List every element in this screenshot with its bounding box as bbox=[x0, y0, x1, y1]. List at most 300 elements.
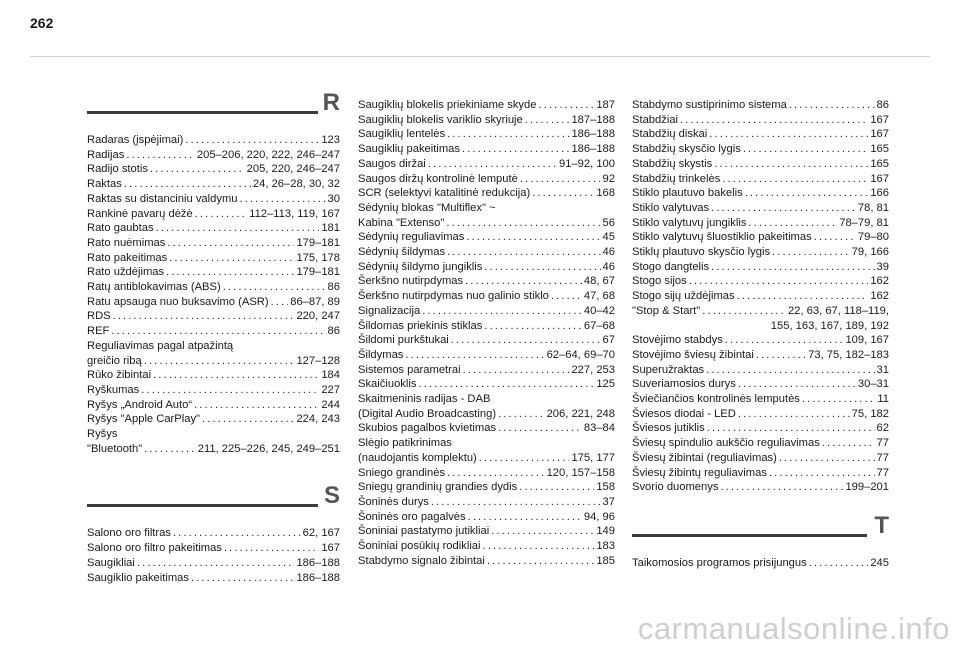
dot-leader bbox=[491, 524, 594, 539]
dot-leader bbox=[748, 216, 837, 231]
entry-term: Signalizacija bbox=[358, 304, 421, 317]
index-entry bbox=[632, 186, 889, 201]
entry-pages: 47, 68 bbox=[583, 290, 615, 303]
dot-leader bbox=[738, 377, 856, 392]
entry-pages: 67–68 bbox=[583, 319, 615, 332]
entry-term: Saugiklių pakeitimas bbox=[358, 143, 460, 156]
index-entry bbox=[632, 377, 889, 392]
entry-pages: 149 bbox=[596, 525, 615, 538]
index-entry bbox=[87, 309, 340, 324]
index-entry bbox=[87, 221, 340, 236]
dot-leader bbox=[428, 157, 557, 172]
index-entry bbox=[632, 172, 889, 187]
index-entry bbox=[358, 348, 615, 363]
entry-term: Rato nuėmimas bbox=[87, 236, 166, 249]
entry-pages: 37 bbox=[602, 495, 615, 508]
entry-pages: 186–188 bbox=[296, 571, 340, 584]
entry-pages: 158 bbox=[596, 481, 615, 494]
index-entry bbox=[358, 333, 615, 348]
entry-pages: 167 bbox=[870, 172, 889, 185]
entry-term: Šoninės oro pagalvės bbox=[358, 510, 466, 523]
entry-pages: 165 bbox=[870, 143, 889, 156]
index-entry bbox=[358, 230, 615, 245]
entry-term: (Digital Audio Broadcasting) bbox=[358, 407, 497, 420]
index-entry bbox=[358, 245, 615, 260]
dot-leader bbox=[743, 142, 869, 157]
entry-term: Šviesų žibintai (reguliavimas) bbox=[632, 451, 777, 464]
dot-leader bbox=[779, 451, 875, 466]
entry-pages: 205, 220, 246–247 bbox=[246, 163, 340, 176]
entry-term: Saugos diržai bbox=[358, 157, 426, 170]
dot-leader bbox=[137, 556, 295, 571]
entry-term: Saugos diržų kontrolinė lemputė bbox=[358, 172, 518, 185]
entry-pages: 73, 75, 182–183 bbox=[808, 348, 889, 361]
entry-term: Saugikliai bbox=[87, 556, 135, 569]
entry-term: Rato gaubtas bbox=[87, 222, 154, 235]
dot-leader bbox=[706, 363, 874, 378]
index-entry bbox=[87, 571, 340, 586]
dot-leader bbox=[451, 333, 601, 348]
index-entry bbox=[632, 436, 889, 451]
entry-pages: 109, 167 bbox=[845, 334, 889, 347]
index-entry-line: Sėdynių blokas "Multiflex" ~ bbox=[358, 201, 496, 214]
entry-term: Ratu apsauga nuo buksavimo (ASR) bbox=[87, 295, 269, 308]
entry-pages: 40–42 bbox=[583, 304, 615, 317]
entry-term: Svorio duomenys bbox=[632, 481, 719, 494]
index-entry bbox=[87, 162, 340, 177]
dot-leader bbox=[113, 309, 295, 324]
entry-pages: 227 bbox=[321, 383, 340, 396]
entry-term: Šviesos diodai - LED bbox=[632, 407, 736, 420]
entry-pages: 186–188 bbox=[571, 143, 615, 156]
entry-pages: 67 bbox=[602, 334, 615, 347]
entry-term: "Stop & Start" bbox=[632, 304, 701, 317]
index-entry bbox=[87, 442, 340, 457]
dot-leader bbox=[487, 554, 594, 569]
dot-leader bbox=[468, 510, 582, 525]
entry-pages: 94, 96 bbox=[583, 510, 615, 523]
entry-term: Superužraktas bbox=[632, 363, 705, 376]
entry-pages: 24, 26–28, 30, 32 bbox=[252, 178, 340, 191]
entry-term: Ryšys „Android Auto“ bbox=[87, 398, 193, 411]
dot-leader bbox=[737, 289, 869, 304]
dot-leader bbox=[239, 192, 325, 207]
entry-pages: 185 bbox=[596, 554, 615, 567]
index-entry bbox=[87, 236, 340, 251]
entry-term: Skubios pagalbos kvietimas bbox=[358, 422, 497, 435]
entry-pages: 75, 182 bbox=[851, 407, 889, 420]
entry-term: Stabdymo signalo žibintai bbox=[358, 554, 485, 567]
entry-pages: 165 bbox=[870, 157, 889, 170]
entry-term: Ryšys "Apple CarPlay" bbox=[87, 413, 201, 426]
dot-leader bbox=[144, 354, 295, 369]
entry-term: Šviesos jutiklis bbox=[632, 422, 705, 435]
index-entry bbox=[87, 398, 340, 413]
entry-pages: 162 bbox=[870, 275, 889, 288]
index-entry bbox=[87, 148, 340, 163]
index-entry bbox=[87, 324, 340, 339]
dot-leader bbox=[720, 480, 843, 495]
entry-pages: 77 bbox=[876, 466, 889, 479]
entry-term: Salono oro filtro pakeitimas bbox=[87, 542, 222, 555]
entry-pages: 22, 63, 67, 118–119, bbox=[788, 304, 889, 317]
entry-pages: 220, 247 bbox=[296, 310, 340, 323]
index-entry bbox=[358, 510, 615, 525]
dot-leader bbox=[418, 377, 594, 392]
index-entry bbox=[632, 480, 889, 495]
index-entry bbox=[358, 157, 615, 172]
dot-leader bbox=[711, 201, 856, 216]
index-list-t bbox=[632, 556, 889, 571]
index-entry bbox=[632, 466, 889, 481]
entry-term: Stovėjimo šviesų žibintai bbox=[632, 348, 754, 361]
index-column-1 bbox=[87, 89, 340, 585]
entry-term: Radijo stotis bbox=[87, 163, 148, 176]
dot-leader bbox=[167, 236, 294, 251]
section-header-s bbox=[87, 482, 340, 523]
dot-leader bbox=[709, 127, 868, 142]
dot-leader bbox=[484, 260, 600, 275]
index-entry bbox=[632, 451, 889, 466]
dot-leader bbox=[141, 383, 319, 398]
entry-term: Sėdynių reguliavimas bbox=[358, 231, 465, 244]
dot-leader bbox=[814, 230, 856, 245]
section-header-r bbox=[87, 89, 340, 130]
index-entry bbox=[358, 377, 615, 392]
entry-pages: 86 bbox=[876, 99, 889, 111]
entry-term: Šildymas bbox=[358, 348, 404, 361]
entry-term: Rato uždėjimas bbox=[87, 266, 165, 279]
dot-leader bbox=[689, 274, 869, 289]
entry-pages: 11 bbox=[877, 393, 889, 406]
index-entry bbox=[358, 524, 615, 539]
dot-leader bbox=[551, 289, 582, 304]
entry-term: Stiklo valytuvų jungiklis bbox=[632, 216, 747, 229]
entry-term: Šviesų spindulio aukščio reguliavimas bbox=[632, 437, 820, 450]
entry-pages: 166 bbox=[870, 187, 889, 200]
entry-pages: 120, 157–158 bbox=[546, 466, 615, 479]
index-entry bbox=[358, 127, 615, 142]
index-entry bbox=[358, 186, 615, 201]
dot-leader bbox=[156, 221, 320, 236]
index-entry bbox=[632, 392, 889, 407]
index-entry bbox=[358, 539, 615, 554]
entry-term: Ratų antiblokavimas (ABS) bbox=[87, 281, 221, 294]
index-entry bbox=[87, 192, 340, 207]
dot-leader bbox=[191, 571, 294, 586]
index-entry bbox=[632, 407, 889, 422]
entry-term: Šoniniai pastatymo jutikliai bbox=[358, 525, 490, 538]
entry-term: Stovėjimo stabdys bbox=[632, 334, 723, 347]
dot-leader bbox=[166, 265, 294, 280]
dot-leader bbox=[711, 260, 874, 275]
entry-term: Stabdžių trinkelės bbox=[632, 172, 721, 185]
index-entry bbox=[632, 142, 889, 157]
dot-leader bbox=[680, 113, 868, 128]
index-list-r bbox=[87, 133, 340, 339]
index-entry bbox=[358, 407, 615, 422]
dot-leader bbox=[789, 98, 875, 113]
entry-pages: 45 bbox=[602, 231, 615, 244]
entry-term: Stabdžiai bbox=[632, 113, 679, 126]
dot-leader bbox=[150, 162, 245, 177]
dot-leader bbox=[702, 304, 786, 319]
index-entry-line: Skaitmeninis radijas - DAB bbox=[358, 393, 491, 406]
entry-term: Skaičiuoklis bbox=[358, 378, 417, 391]
entry-pages: 62, 167 bbox=[302, 527, 340, 540]
index-entry bbox=[358, 480, 615, 495]
entry-term: Šviečiančios kontrolinės lemputės bbox=[632, 393, 800, 406]
entry-pages: 77 bbox=[876, 451, 889, 464]
entry-term: Ryškumas bbox=[87, 383, 140, 396]
entry-term: Saugiklių blokelis priekiniame skyde bbox=[358, 99, 537, 111]
entry-term: Raktas bbox=[87, 178, 122, 191]
index-entry bbox=[358, 142, 615, 157]
entry-pages: 206, 221, 248 bbox=[546, 407, 615, 420]
index-list-col2b bbox=[358, 230, 615, 392]
index-entry bbox=[87, 412, 340, 427]
entry-pages: 91–92, 100 bbox=[559, 157, 615, 170]
index-entry bbox=[358, 495, 615, 510]
dot-leader bbox=[185, 133, 319, 148]
dot-leader bbox=[772, 245, 850, 260]
entry-pages: 86 bbox=[327, 281, 340, 294]
page-number: 262 bbox=[30, 15, 54, 31]
entry-pages: 30–31 bbox=[857, 378, 889, 391]
index-list-r2 bbox=[87, 368, 340, 427]
dot-leader bbox=[483, 539, 595, 554]
entry-pages: 179–181 bbox=[296, 236, 340, 249]
entry-term: REF bbox=[87, 325, 110, 338]
entry-pages: 83–84 bbox=[583, 422, 615, 435]
entry-pages: 227, 253 bbox=[571, 363, 615, 376]
dot-leader bbox=[498, 421, 582, 436]
entry-pages: 168 bbox=[596, 187, 615, 200]
index-entry bbox=[87, 280, 340, 295]
entry-pages: 184 bbox=[321, 369, 340, 382]
dot-leader bbox=[822, 436, 875, 451]
dot-leader bbox=[173, 526, 301, 541]
dot-leader bbox=[519, 480, 594, 495]
entry-pages: 62–64, 69–70 bbox=[546, 348, 615, 361]
entry-term: Šildomi purkštukai bbox=[358, 334, 449, 347]
index-entry bbox=[358, 304, 615, 319]
entry-pages: 125 bbox=[596, 378, 615, 391]
index-entry bbox=[632, 304, 889, 319]
entry-term: Stabdžių skysčio lygis bbox=[632, 143, 741, 156]
index-list-col3 bbox=[632, 98, 889, 304]
entry-term: Šerkšno nutirpdymas bbox=[358, 275, 464, 288]
section-letter: S bbox=[323, 482, 340, 510]
entry-term: Stiklų plautuvo skysčio lygis bbox=[632, 246, 771, 259]
entry-pages: 244 bbox=[321, 398, 340, 411]
entry-term: Raktas su distanciniu valdymu bbox=[87, 192, 238, 205]
entry-term: Šoniniai posūkių rodikliai bbox=[358, 540, 481, 553]
dot-leader bbox=[802, 392, 875, 407]
entry-pages: 31 bbox=[876, 363, 889, 376]
entry-pages: 78, 81 bbox=[857, 201, 889, 214]
dot-leader bbox=[271, 295, 289, 310]
index-list-col2 bbox=[358, 98, 615, 201]
dot-leader bbox=[431, 495, 601, 510]
entry-term: SCR (selektyvi katalitinė redukcija) bbox=[358, 187, 531, 200]
entry-pages: 30 bbox=[327, 192, 340, 205]
index-entry bbox=[632, 260, 889, 275]
index-entry bbox=[358, 274, 615, 289]
index-entry bbox=[87, 556, 340, 571]
entry-pages: 79–80 bbox=[857, 231, 889, 244]
entry-term: Stiklo plautuvo bakelis bbox=[632, 187, 743, 200]
dot-leader bbox=[484, 319, 582, 334]
index-entry bbox=[87, 354, 340, 369]
entry-pages: 46 bbox=[602, 246, 615, 259]
section-letter: T bbox=[874, 511, 889, 539]
dot-leader bbox=[498, 407, 545, 422]
dot-leader bbox=[447, 245, 600, 260]
index-entry bbox=[358, 260, 615, 275]
index-entry bbox=[87, 383, 340, 398]
index-entry bbox=[358, 172, 615, 187]
entry-pages: 92 bbox=[602, 172, 615, 185]
dot-leader bbox=[714, 157, 868, 172]
index-entry-line: Slėgio patikrinimas bbox=[358, 437, 452, 450]
index-entry bbox=[87, 265, 340, 280]
dot-leader bbox=[463, 363, 570, 378]
index-column-2 bbox=[358, 98, 615, 569]
dot-leader bbox=[195, 207, 247, 222]
index-column-3 bbox=[632, 98, 889, 571]
dot-leader bbox=[465, 274, 582, 289]
entry-term: Stabdžių diskai bbox=[632, 128, 708, 141]
entry-term: Sniegų grandinių grandies dydis bbox=[358, 481, 518, 494]
entry-pages: 167 bbox=[870, 113, 889, 126]
index-entry bbox=[358, 363, 615, 378]
entry-term: Saugiklių lentelės bbox=[358, 128, 446, 141]
index-entry bbox=[632, 216, 889, 231]
index-entry bbox=[632, 333, 889, 348]
entry-pages: 77 bbox=[876, 437, 889, 450]
index-entry bbox=[358, 98, 615, 113]
index-entry bbox=[632, 289, 889, 304]
dot-leader bbox=[153, 368, 319, 383]
entry-pages: 48, 67 bbox=[583, 275, 615, 288]
dot-leader bbox=[738, 407, 850, 422]
index-entry bbox=[87, 251, 340, 266]
index-list-s bbox=[87, 526, 340, 585]
dot-leader bbox=[809, 556, 869, 571]
dot-leader bbox=[124, 177, 251, 192]
index-entry bbox=[87, 207, 340, 222]
index-entry bbox=[358, 451, 615, 466]
dot-leader bbox=[223, 280, 326, 295]
index-entry bbox=[632, 98, 889, 113]
index-entry bbox=[632, 274, 889, 289]
section-letter: R bbox=[322, 89, 340, 116]
index-entry-continuation: 155, 163, 167, 189, 192 bbox=[770, 319, 889, 332]
entry-term: (naudojantis komplektu) bbox=[358, 451, 477, 464]
entry-term: Stogo dangtelis bbox=[632, 260, 710, 273]
entry-pages: 186–188 bbox=[571, 128, 615, 141]
dot-leader bbox=[722, 172, 868, 187]
entry-term: Saugiklių blokelis variklio skyriuje bbox=[358, 113, 523, 126]
dot-leader bbox=[532, 186, 594, 201]
index-entry bbox=[358, 319, 615, 334]
entry-pages: 245 bbox=[870, 556, 889, 569]
index-entry bbox=[87, 541, 340, 556]
index-entry bbox=[632, 157, 889, 172]
entry-term: Stabdymo sustiprinimo sistema bbox=[632, 99, 787, 111]
dot-leader bbox=[707, 421, 875, 436]
dot-leader bbox=[144, 442, 196, 457]
entry-term: Stiklo valytuvas bbox=[632, 201, 710, 214]
entry-pages: 211, 225–226, 245, 249–251 bbox=[197, 442, 340, 455]
entry-term: Radaras (įspėjimai) bbox=[87, 134, 184, 146]
entry-pages: 175, 178 bbox=[296, 251, 340, 264]
entry-pages: 199–201 bbox=[845, 481, 889, 494]
entry-pages: 123 bbox=[321, 134, 340, 146]
entry-term: Sistemos parametrai bbox=[358, 363, 461, 376]
index-entry bbox=[632, 421, 889, 436]
entry-term: Sėdynių šildymo jungiklis bbox=[358, 260, 483, 273]
dot-leader bbox=[538, 98, 594, 113]
index-entry bbox=[632, 230, 889, 245]
dot-leader bbox=[194, 398, 319, 413]
index-entry bbox=[87, 295, 340, 310]
dot-leader bbox=[422, 304, 582, 319]
index-entry bbox=[358, 289, 615, 304]
entry-pages: 187 bbox=[596, 99, 615, 111]
entry-term: Sėdynių šildymas bbox=[358, 246, 446, 259]
index-entry bbox=[358, 466, 615, 481]
entry-term: Kabina "Extenso" bbox=[358, 216, 445, 229]
entry-pages: 112–113, 119, 167 bbox=[249, 207, 340, 220]
section-bar bbox=[87, 504, 318, 507]
index-entry bbox=[87, 133, 340, 148]
entry-term: Šoninės durys bbox=[358, 495, 429, 508]
entry-pages: 56 bbox=[602, 216, 615, 229]
index-entry bbox=[358, 421, 615, 436]
dot-leader bbox=[525, 113, 570, 128]
section-bar bbox=[87, 111, 318, 114]
section-bar bbox=[632, 534, 867, 537]
dot-leader bbox=[466, 230, 600, 245]
dot-leader bbox=[202, 412, 294, 427]
entry-term: Stabdžių skystis bbox=[632, 157, 713, 170]
entry-pages: 205–206, 220, 222, 246–247 bbox=[196, 148, 340, 161]
entry-pages: 167 bbox=[321, 542, 340, 555]
entry-pages: 86–87, 89 bbox=[290, 295, 340, 308]
index-entry bbox=[632, 245, 889, 260]
entry-term: Sniego grandinės bbox=[358, 466, 446, 479]
index-list-col3b bbox=[632, 333, 889, 495]
entry-pages: 175, 177 bbox=[571, 451, 615, 464]
index-entry-line: Reguliavimas pagal atpažintą bbox=[87, 339, 234, 352]
dot-leader bbox=[126, 148, 195, 163]
entry-term: Suveriamosios durys bbox=[632, 378, 736, 391]
entry-term: greičio ribą bbox=[87, 354, 142, 367]
dot-leader bbox=[447, 127, 569, 142]
entry-pages: 127–128 bbox=[296, 354, 340, 367]
entry-term: Stogo sijų uždėjimas bbox=[632, 290, 735, 303]
index-entry bbox=[358, 554, 615, 569]
entry-term: RDS bbox=[87, 310, 111, 323]
index-entry bbox=[358, 113, 615, 128]
entry-pages: 62 bbox=[876, 422, 889, 435]
index-entry-line: Ryšys bbox=[87, 428, 118, 441]
dot-leader bbox=[169, 251, 294, 266]
index-entry bbox=[632, 348, 889, 363]
dot-leader bbox=[224, 541, 319, 556]
